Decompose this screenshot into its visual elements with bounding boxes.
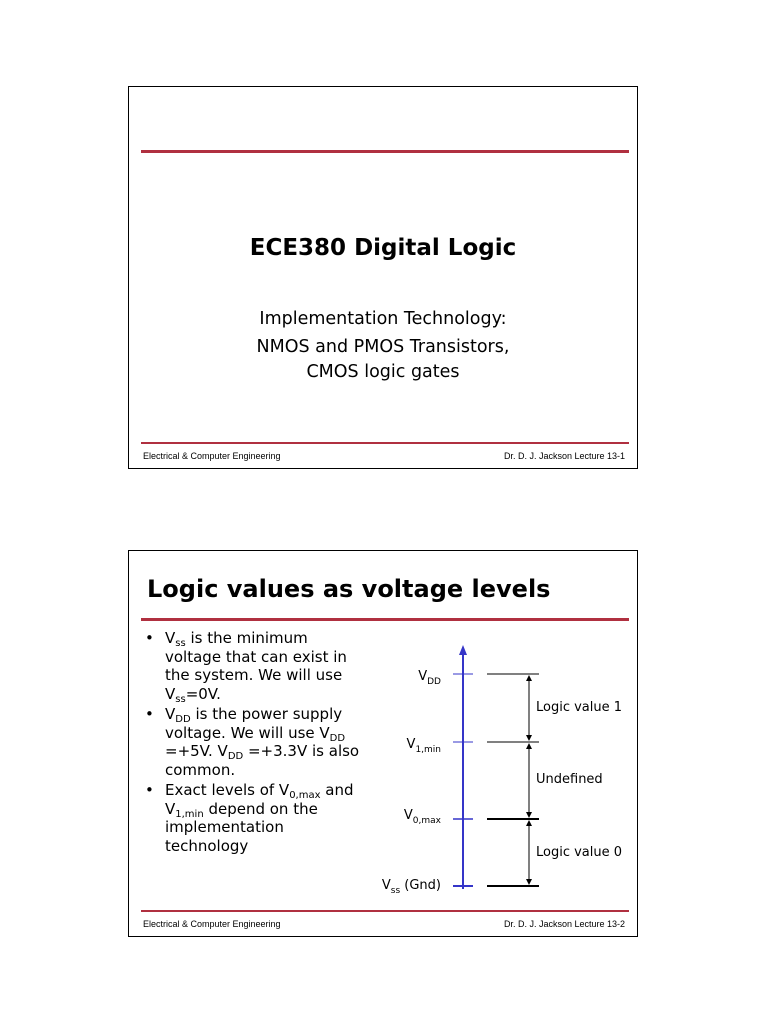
footer-rule <box>141 442 629 444</box>
region-label-logic-0: Logic value 0 <box>536 845 623 860</box>
footer-department: Electrical & Computer Engineering <box>143 451 281 461</box>
subtitle-line-3: CMOS logic gates <box>306 362 460 382</box>
bullet-list <box>145 629 367 857</box>
footer-department: Electrical & Computer Engineering <box>143 919 281 929</box>
slide-2 <box>128 550 638 937</box>
bullet-dot: • <box>145 705 154 723</box>
voltage-level-diagram <box>359 639 629 899</box>
region-label-logic-1: Logic value 1 <box>536 700 623 715</box>
footer-lecture: Dr. D. J. Jackson Lecture 13-1 <box>503 451 625 461</box>
slide-1 <box>128 86 638 469</box>
footer-lecture: Dr. D. J. Jackson Lecture 13-2 <box>503 919 625 929</box>
level-label-vdd: $V_{DD}$ <box>418 669 441 687</box>
level-label-v1min: $V_{1,min}$ <box>406 737 441 755</box>
slide-1-title: ECE380 Digital Logic <box>249 235 517 261</box>
bullet-item: • $V_{ss}$ is the minimum voltage that can exist in the system. We will use $V_{ss}=0V$. <box>145 629 347 705</box>
axis-arrow-icon <box>459 645 467 655</box>
header-rule <box>141 618 629 621</box>
level-label-vss: $V_{ss}$ (Gnd) <box>381 878 441 896</box>
header-rule <box>141 150 629 153</box>
bullet-item: • Exact levels of $V_{0,max}$ and $V_{1,min}$ depend on the implementation technology <box>145 781 354 855</box>
subtitle-line-1: Implementation Technology: <box>259 309 507 329</box>
bullet-item: • $V_{DD}$ is the power supply voltage. We will use $V_{DD} =+5V$. $V_{DD} =+3.3V$ is also common. <box>145 705 360 779</box>
slide-2-title: Logic values as voltage levels <box>147 575 551 603</box>
level-label-v0max: $V_{0,max}$ <box>403 808 441 826</box>
bullet-dot: • <box>145 629 154 647</box>
footer-rule <box>141 910 629 912</box>
subtitle-line-2: NMOS and PMOS Transistors, <box>256 337 510 357</box>
bullet-dot: • <box>145 781 154 799</box>
region-label-undefined: Undefined <box>536 772 603 787</box>
